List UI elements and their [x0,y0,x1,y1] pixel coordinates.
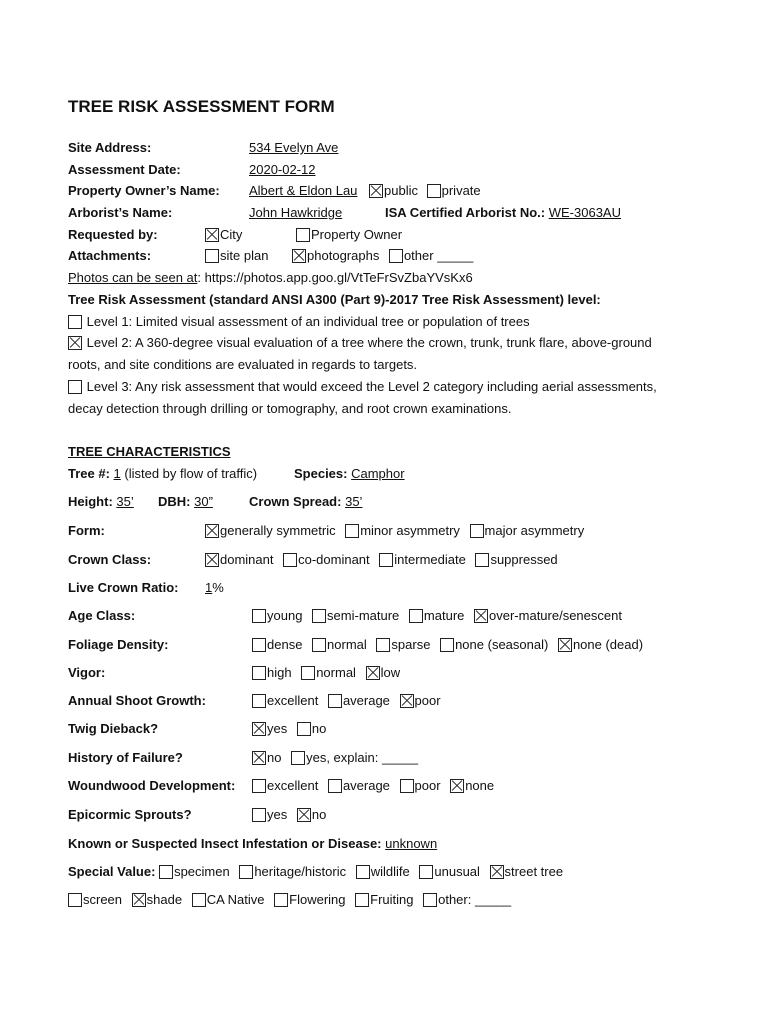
age-senescent-label: over-mature/senescent [489,608,622,623]
attachments-label: Attachments: [68,248,152,263]
spread-label: Crown Spread: [249,494,342,509]
height-label: Height: [68,494,113,509]
other-attachment-label: other _____ [403,248,474,263]
level3-text: Level 3: Any risk assessment that would exceed the Level 2 category including aerial assessments, [86,379,657,394]
special-ca-native-label: CA Native [206,892,265,907]
epicormic-label: Epicormic Sprouts? [68,807,192,822]
site-plan-label: site plan [220,248,269,263]
vigor-high-checkbox[interactable] [252,666,266,680]
vigor-low-label: low [380,665,401,680]
shoot-excellent-label: excellent [267,693,319,708]
shoot-poor-checkbox[interactable] [400,694,414,708]
special-heritage-label: heritage/historic [254,864,347,879]
special-wildlife-label: wildlife [370,864,410,879]
site-address-value: 534 Evelyn Ave [249,140,339,155]
foliage-normal-checkbox[interactable] [312,638,326,652]
tree-no-value: 1 [113,466,121,481]
special-unusual-checkbox[interactable] [419,865,433,879]
foliage-dense-checkbox[interactable] [252,638,266,652]
shoot-average-checkbox[interactable] [328,694,342,708]
epicormic-yes-label: yes [267,807,288,822]
photos-url[interactable]: : https://photos.app.goo.gl/VtTeFrSvZbaYVsKx6 [197,270,473,285]
crown-intermediate-checkbox[interactable] [379,553,393,567]
private-label: private [441,183,481,198]
woundwood-label: Woundwood Development: [68,778,236,793]
special-specimen-label: specimen [174,864,230,879]
woundwood-poor-label: poor [414,778,441,793]
crown-suppressed-label: suppressed [490,552,558,567]
special-other-label: other: _____ [438,892,512,907]
history-no-label: no [267,750,282,765]
history-yes-label: yes, explain: _____ [306,750,419,765]
twig-no-label: no [311,721,327,736]
species-value: Camphor [351,466,405,481]
twig-yes-checkbox[interactable] [252,722,266,736]
shoot-growth-label: Annual Shoot Growth: [68,693,206,708]
form-title: TREE RISK ASSESSMENT FORM [68,97,335,116]
spread-value: 35’ [345,494,363,509]
level-heading: Tree Risk Assessment (standard ANSI A300 (Part 9)-2017 Tree Risk Assessment) level: [68,292,601,307]
property-owner-checkbox[interactable] [296,228,310,242]
arborist-value: John Hawkridge [249,205,343,220]
epicormic-no-label: no [311,807,327,822]
special-shade-checkbox[interactable] [132,893,146,907]
city-label: City [220,227,243,242]
special-flowering-checkbox[interactable] [274,893,288,907]
vigor-low-checkbox[interactable] [366,666,380,680]
epicormic-no-checkbox[interactable] [297,808,311,822]
site-plan-checkbox[interactable] [205,249,219,263]
crown-dominant-label: dominant [220,552,274,567]
vigor-label: Vigor: [68,665,106,680]
level3-text-cont: decay detection through drilling or tomography, and root crown examinations. [68,401,512,416]
foliage-sparse-checkbox[interactable] [376,638,390,652]
shoot-poor-label: poor [414,693,441,708]
foliage-seasonal-label: none (seasonal) [455,637,549,652]
dbh-value: 30” [194,494,213,509]
special-street-tree-checkbox[interactable] [490,865,504,879]
twig-yes-label: yes [267,721,288,736]
twig-dieback-label: Twig Dieback? [68,721,159,736]
level2-checkbox[interactable] [68,336,82,350]
foliage-dead-checkbox[interactable] [558,638,572,652]
property-owner-label: Property Owner [311,227,403,242]
age-semi-label: semi-mature [327,608,400,623]
tree-heading: TREE CHARACTERISTICS [68,444,231,459]
vigor-normal-label: normal [316,665,356,680]
woundwood-excellent-label: excellent [267,778,319,793]
requested-label: Requested by: [68,227,158,242]
level1-text: Level 1: Limited visual assessment of an individual tree or population of trees [86,314,530,329]
foliage-dense-label: dense [267,637,303,652]
crown-codominant-checkbox[interactable] [283,553,297,567]
epicormic-yes-checkbox[interactable] [252,808,266,822]
city-checkbox[interactable] [205,228,219,242]
live-crown-value: 1 [205,580,213,595]
level2-text-cont: roots, and site conditions are evaluated in regards to targets. [68,357,418,372]
shoot-average-label: average [342,693,390,708]
crown-suppressed-checkbox[interactable] [475,553,489,567]
isa-value: WE-3063AU [548,205,621,220]
site-address-label: Site Address: [68,140,152,155]
vigor-high-label: high [267,665,292,680]
form-major-label: major asymmetry [484,523,585,538]
level1-checkbox[interactable] [68,315,82,329]
special-heritage-checkbox[interactable] [239,865,253,879]
crown-dominant-checkbox[interactable] [205,553,219,567]
photographs-checkbox[interactable] [292,249,306,263]
age-class-label: Age Class: [68,608,136,623]
shoot-excellent-checkbox[interactable] [252,694,266,708]
level2-text: Level 2: A 360-degree visual evaluation of a tree where the crown, trunk, trunk flare, above-ground [86,335,652,350]
height-value: 35’ [116,494,134,509]
special-screen-checkbox[interactable] [68,893,82,907]
foliage-sparse-label: sparse [391,637,431,652]
level3-checkbox[interactable] [68,380,82,394]
special-wildlife-checkbox[interactable] [356,865,370,879]
form-minor-checkbox[interactable] [345,524,359,538]
tree-no-label: Tree #: [68,466,110,481]
arborist-label: Arborist’s Name: [68,205,173,220]
woundwood-none-checkbox[interactable] [450,779,464,793]
form-major-checkbox[interactable] [470,524,484,538]
special-specimen-checkbox[interactable] [159,865,173,879]
twig-no-checkbox[interactable] [297,722,311,736]
vigor-normal-checkbox[interactable] [301,666,315,680]
other-attachment-checkbox[interactable] [389,249,403,263]
form-label: Form: [68,523,105,538]
form-symmetric-label: generally symmetric [220,523,336,538]
dbh-label: DBH: [158,494,191,509]
species-label: Species: [294,466,348,481]
age-semi-checkbox[interactable] [312,609,326,623]
history-yes-checkbox[interactable] [291,751,305,765]
insect-label: Known or Suspected Insect Infestation or Disease: [68,836,382,851]
special-value-label: Special Value: [68,864,156,879]
special-ca-native-checkbox[interactable] [192,893,206,907]
owner-label: Property Owner’s Name: [68,183,220,198]
live-crown-unit: % [212,580,224,595]
special-shade-label: shade [146,892,183,907]
history-failure-label: History of Failure? [68,750,183,765]
history-no-checkbox[interactable] [252,751,266,765]
public-label: public [384,183,418,198]
special-street-tree-label: street tree [504,864,564,879]
woundwood-average-label: average [342,778,390,793]
foliage-label: Foliage Density: [68,637,169,652]
woundwood-poor-checkbox[interactable] [400,779,414,793]
woundwood-average-checkbox[interactable] [328,779,342,793]
assessment-date-value: 2020-02-12 [249,162,316,177]
age-mature-label: mature [423,608,465,623]
tree-no-note: (listed by flow of traffic) [120,466,258,481]
crown-codominant-label: co-dominant [298,552,370,567]
foliage-dead-label: none (dead) [572,637,644,652]
form-symmetric-checkbox[interactable] [205,524,219,538]
special-unusual-label: unusual [434,864,480,879]
photos-label: Photos can be seen at [68,270,198,285]
assessment-date-label: Assessment Date: [68,162,181,177]
form-minor-label: minor asymmetry [360,523,460,538]
age-mature-checkbox[interactable] [409,609,423,623]
foliage-seasonal-checkbox[interactable] [440,638,454,652]
isa-label: ISA Certified Arborist No.: [385,205,546,220]
age-young-label: young [267,608,303,623]
special-flowering-label: Flowering [289,892,346,907]
woundwood-excellent-checkbox[interactable] [252,779,266,793]
crown-intermediate-label: intermediate [394,552,466,567]
live-crown-label: Live Crown Ratio: [68,580,179,595]
insect-value: unknown [385,836,438,851]
crown-class-label: Crown Class: [68,552,152,567]
special-fruiting-label: Fruiting [370,892,414,907]
private-checkbox[interactable] [427,184,441,198]
age-senescent-checkbox[interactable] [474,609,488,623]
woundwood-none-label: none [465,778,495,793]
special-screen-label: screen [83,892,123,907]
special-fruiting-checkbox[interactable] [355,893,369,907]
foliage-normal-label: normal [327,637,367,652]
public-checkbox[interactable] [369,184,383,198]
special-other-checkbox[interactable] [423,893,437,907]
photographs-label: photographs [307,248,380,263]
age-young-checkbox[interactable] [252,609,266,623]
owner-value: Albert & Eldon Lau [249,183,358,198]
